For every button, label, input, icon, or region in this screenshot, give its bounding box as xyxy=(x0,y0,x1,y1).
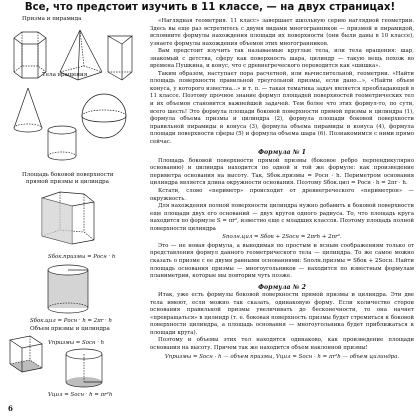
caption-lateral-surface-1: Площадь боковой поверхности xyxy=(22,172,114,178)
rotation-bodies-figure xyxy=(8,82,138,162)
paragraph-formulas-overview: Таким образом, наступает пора расчетной, или вычислительной, геометрии. «Найти площадь поверхности правильной треугольной призмы, если дано...», «Найти объем конуса, у которого известна...» и т. п. — такая тематика задач является преобладающей в 11 классе. Поэтому прочное знание формул площадей поверхностей геометрических тел и их объемов становится важнейшей задачей. Тем более что этих формул-то, по сути, всего шесть! Это формула площади боковой поверхности прямой призмы и цилиндра (1), формула объема призмы и цилиндра (2), формула площади боковой поверхности правильной пирамиды и конуса (3), формула объема пирамиды и конуса (4), формула площади поверхности сферы (5) и формула объема шара (6). Познакомимся с ними прямо сейчас. xyxy=(150,70,414,145)
page-number: 6 xyxy=(8,404,13,413)
prism-lateral-figure xyxy=(34,188,104,250)
equation-volumes: Vпризмы = Sосн · h — объем призмы, Vцил = Sосн · h = πr²h — объем цилиндра. xyxy=(164,353,400,360)
paragraph-formula-2: Итак, уже есть формулы боковой поверхности прямой призмы и цилиндра. Эти две тела имеют, если можно так сказать, одинаковую форму. Если количество сторон основания правильной призмы увеличивать до бесконечности, то она начнет «превращаться» в цилиндр (т. е. боковая поверхность призмы будет стремиться к боковой поверхности цилиндра, а площадь основания — многоугольника будет приближаться к площади круга). xyxy=(150,292,414,336)
prism-volume-figure xyxy=(6,334,48,378)
paragraph-perimeter-note: Кстати, слово «периметр» происходит от древнегреческого «периметрон» — окружность. xyxy=(150,188,414,202)
caption-rotation-bodies: Тела вращения xyxy=(42,72,88,78)
caption-lateral-surface-2: прямой призмы и цилиндра xyxy=(26,179,109,185)
paragraph-rotation-bodies: Вам предстоит изучить так называемые круглые тела, или тела вращения: шар, знакомый с детства, сферу как поверхность шара, цилиндр — такую вещь похож во времена Пушкина, и конус, что с древнегреческого переводится как «шишка». xyxy=(150,48,414,70)
paragraph-prism-full-surface: Это — не новая формула, а выводимая по простым и ясным соображениям только от представления формул данного геометрического тела — цилиндра. То же самое можно сказать о призме с ее двумя равными основаниями: Sполн.призмы = Sбок + 2Sосн. Найти площадь основания призмы — многоугольников — находится по известным формулам планиметрии, которые мы повторим чуть позже. xyxy=(150,242,414,280)
caption-prism-pyramid: Призма и пирамида xyxy=(22,16,82,22)
formula-prism-lateral: Sбок.призмы = Pосн · h xyxy=(48,254,116,260)
equation-full-surface-cylinder: Sполн.цил = Sбок + 2Sосн = 2πrh + 2πr². xyxy=(222,234,342,241)
paragraph-volume-same: Поэтому и объемы этих тел находятся одинаково, как произведение площади основания на высоту. Причем так же находится объем наклонной призмы! xyxy=(150,337,414,351)
formula-cylinder-lateral: Sбок.цил = Pосн · h = 2πr · h xyxy=(30,318,112,324)
left-figure-column xyxy=(0,0,140,420)
paragraph-full-surface: Для нахождения полной поверхности цилиндра нужно добавить к боковой поверхности еще площади двух его оснований — двух кругов одного радиуса. То, что площадь круга находится по формуле S = πr², известно еще с младших классов. Поэтому площадь полной поверхности цилиндра xyxy=(150,203,414,232)
page-title: Все, что предстоит изучить в 11 классе, — на двух страницах! xyxy=(24,2,396,13)
cylinder-lateral-figure xyxy=(40,262,100,318)
caption-volume: Объем призмы и цилиндра xyxy=(30,326,110,332)
paragraph-intro: «Наглядная геометрия. 11 класс» завершает школьную серию наглядной геометрии. Здесь вы еще раз встретитесь с двумя видами многогранников — призмой и пирамидой, вспомните формулы нахождения площади их поверхности (они были даны в 10 классе), узнаете формулы нахождения объемов этих многогранников. xyxy=(150,18,414,47)
formula-cylinder-volume: Vцил = Sосн · h = πr²h xyxy=(48,392,113,398)
heading-formula-2: Формула № 2 xyxy=(258,283,306,291)
body-text-column xyxy=(150,18,414,413)
heading-formula-1: Формула № 1 xyxy=(258,149,306,157)
formula-prism-volume: Vпризмы = Sосн · h xyxy=(48,340,105,346)
paragraph-formula-1: Площадь боковой поверхности прямой призмы (боковое ребро перпендикулярно основанию) и цилиндра находится по одной и той же формуле: как произведение периметра основания на высоту. Так, Sбок.призмы = Pосн · h. Периметром основания цилиндра является длина окружности основания. Поэтому Sбок.цил = Pосн · h = 2πr · h. xyxy=(150,157,414,187)
cylinder-volume-figure xyxy=(62,348,110,390)
